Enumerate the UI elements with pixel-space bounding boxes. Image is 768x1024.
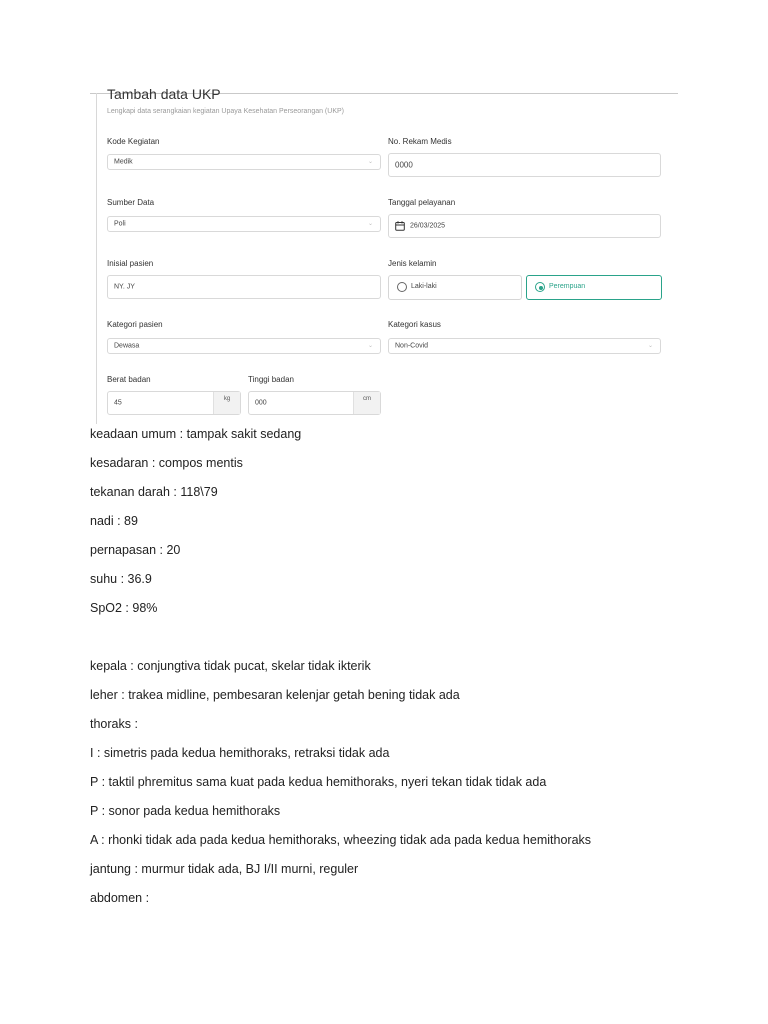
chevron-down-icon: ⌄: [367, 342, 373, 349]
jenis-kelamin-label: Jenis kelamin: [388, 259, 437, 268]
kode-kegiatan-select[interactable]: [107, 154, 381, 170]
kategori-kasus-label: Kategori kasus: [388, 320, 441, 329]
kategori-pasien-select[interactable]: [107, 338, 381, 354]
tinggi-badan-label: Tinggi badan: [248, 375, 294, 384]
radio-laki-laki-label: Laki-laki: [411, 283, 437, 290]
note-leher: leher : trakea midline, pembesaran kelenjar getah bening tidak ada: [90, 688, 460, 702]
tinggi-badan-unit: cm: [353, 392, 380, 414]
berat-badan-unit: kg: [213, 392, 240, 414]
tinggi-badan-input[interactable]: [248, 391, 381, 415]
radio-perempuan[interactable]: [526, 275, 662, 300]
chevron-down-icon: ⌄: [367, 220, 373, 227]
note-tekanan-darah: tekanan darah : 118\79: [90, 485, 218, 499]
note-thoraks: thoraks :: [90, 717, 138, 731]
kategori-pasien-value: Dewasa: [114, 342, 140, 350]
chevron-down-icon: ⌄: [647, 342, 653, 349]
form-screenshot: [90, 84, 678, 424]
berat-badan-value: 45: [114, 399, 122, 407]
berat-badan-input[interactable]: [107, 391, 241, 415]
radio-perempuan-label: Perempuan: [549, 283, 586, 290]
tanggal-pelayanan-value: 26/03/2025: [410, 222, 446, 230]
kategori-kasus-select[interactable]: [388, 338, 661, 354]
inisial-pasien-input[interactable]: [107, 275, 381, 299]
form-title: Tambah data UKP: [107, 86, 221, 102]
sumber-data-value: Poli: [114, 220, 126, 228]
note-nadi: nadi : 89: [90, 514, 138, 528]
sumber-data-select[interactable]: [107, 216, 381, 232]
note-perkusi: P : sonor pada kedua hemithoraks: [90, 804, 281, 818]
no-rekam-medis-value: 0000: [395, 160, 413, 170]
kategori-kasus-value: Non-Covid: [395, 342, 429, 350]
inisial-pasien-value: NY. JY: [114, 283, 135, 291]
note-keadaan-umum: keadaan umum : tampak sakit sedang: [90, 427, 302, 441]
note-spo2: SpO2 : 98%: [90, 601, 158, 615]
no-rekam-medis-input[interactable]: [388, 153, 661, 177]
note-abdomen: abdomen :: [90, 891, 150, 905]
radio-circle-icon: [397, 282, 407, 292]
calendar-icon: [395, 221, 405, 231]
note-auskultasi: A : rhonki tidak ada pada kedua hemithoraks, wheezing tidak ada pada kedua hemithoraks: [90, 833, 592, 847]
radio-laki-laki[interactable]: [388, 275, 522, 300]
note-inspeksi: I : simetris pada kedua hemithoraks, retraksi tidak ada: [90, 746, 390, 760]
no-rekam-medis-label: No. Rekam Medis: [388, 137, 452, 146]
form-subtitle: Lengkapi data serangkaian kegiatan Upaya Kesehatan Perseorangan (UKP): [107, 108, 344, 115]
radio-checked-icon: [535, 282, 545, 292]
note-kepala: kepala : conjungtiva tidak pucat, skelar tidak ikterik: [90, 659, 371, 673]
berat-badan-label: Berat badan: [107, 375, 151, 384]
note-jantung: jantung : murmur tidak ada, BJ I/II murni, reguler: [90, 862, 359, 876]
kategori-pasien-label: Kategori pasien: [107, 320, 163, 329]
sumber-data-label: Sumber Data: [107, 198, 155, 207]
tanggal-pelayanan-input[interactable]: [388, 214, 661, 238]
kode-kegiatan-value: Medik: [114, 158, 133, 166]
note-palpasi: P : taktil phremitus sama kuat pada kedua hemithoraks, nyeri tekan tidak tidak ada: [90, 775, 547, 789]
chevron-down-icon: ⌄: [367, 158, 373, 165]
note-suhu: suhu : 36.9: [90, 572, 152, 586]
inisial-pasien-label: Inisial pasien: [107, 259, 154, 268]
note-pernapasan: pernapasan : 20: [90, 543, 181, 557]
kode-kegiatan-label: Kode Kegiatan: [107, 137, 160, 146]
tinggi-badan-value: 000: [255, 399, 267, 407]
note-kesadaran: kesadaran : compos mentis: [90, 456, 243, 470]
tanggal-pelayanan-label: Tanggal pelayanan: [388, 198, 456, 207]
left-divider: [96, 93, 97, 424]
